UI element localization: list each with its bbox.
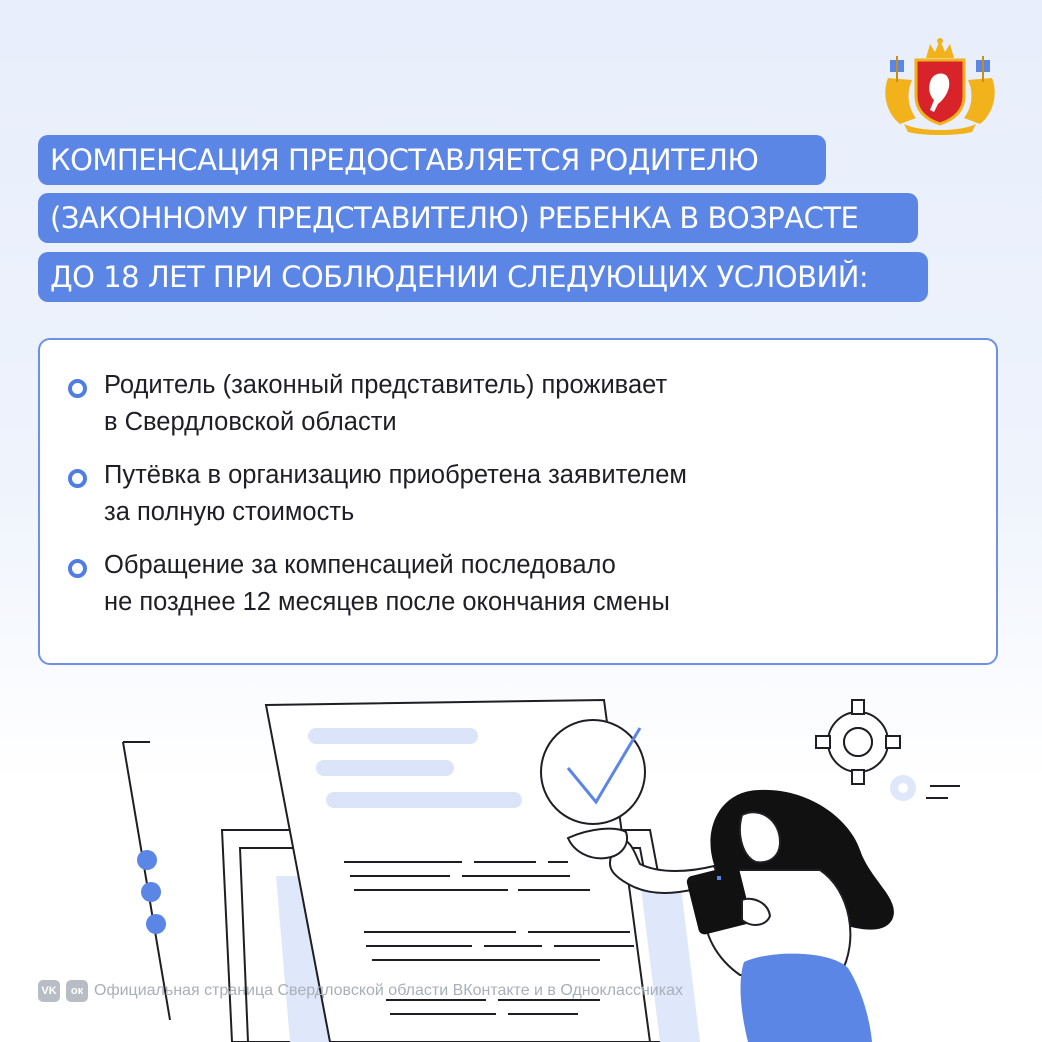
conditions-card — [38, 338, 998, 665]
condition-item — [104, 367, 667, 441]
title-line-1: КОМПЕНСАЦИЯ ПРЕДОСТАВЛЯЕТСЯ РОДИТЕЛЮ — [38, 135, 826, 185]
condition-line: Родитель (законный представитель) проживает — [104, 371, 668, 399]
title-line-2: (ЗАКОННОМУ ПРЕДСТАВИТЕЛЮ) РЕБЕНКА В ВОЗРАСТЕ — [38, 193, 918, 243]
footer — [38, 980, 683, 1002]
coat-of-arms-emblem — [880, 38, 1000, 136]
condition-line: не позднее 12 месяцев после окончания смены — [104, 588, 670, 616]
condition-line: за полную стоимость — [104, 498, 355, 526]
condition-line: в Свердловской области — [104, 408, 397, 436]
condition-item — [104, 547, 670, 621]
bullet-icon — [68, 559, 87, 578]
condition-item — [104, 457, 687, 531]
footer-text[interactable]: Официальная страница Свердловской области ВКонтакте и в Одноклассниках — [94, 982, 683, 999]
odnoklassniki-icon[interactable]: ок — [66, 980, 88, 1002]
title-line-3: ДО 18 ЛЕТ ПРИ СОБЛЮДЕНИИ СЛЕДУЮЩИХ УСЛОВИЙ: — [38, 252, 928, 302]
condition-line: Путёвка в организацию приобретена заявителем — [104, 461, 687, 489]
bullet-icon — [68, 379, 87, 398]
condition-line: Обращение за компенсацией последовало — [104, 551, 616, 579]
bullet-icon — [68, 469, 87, 488]
vk-icon[interactable]: VK — [38, 980, 60, 1002]
